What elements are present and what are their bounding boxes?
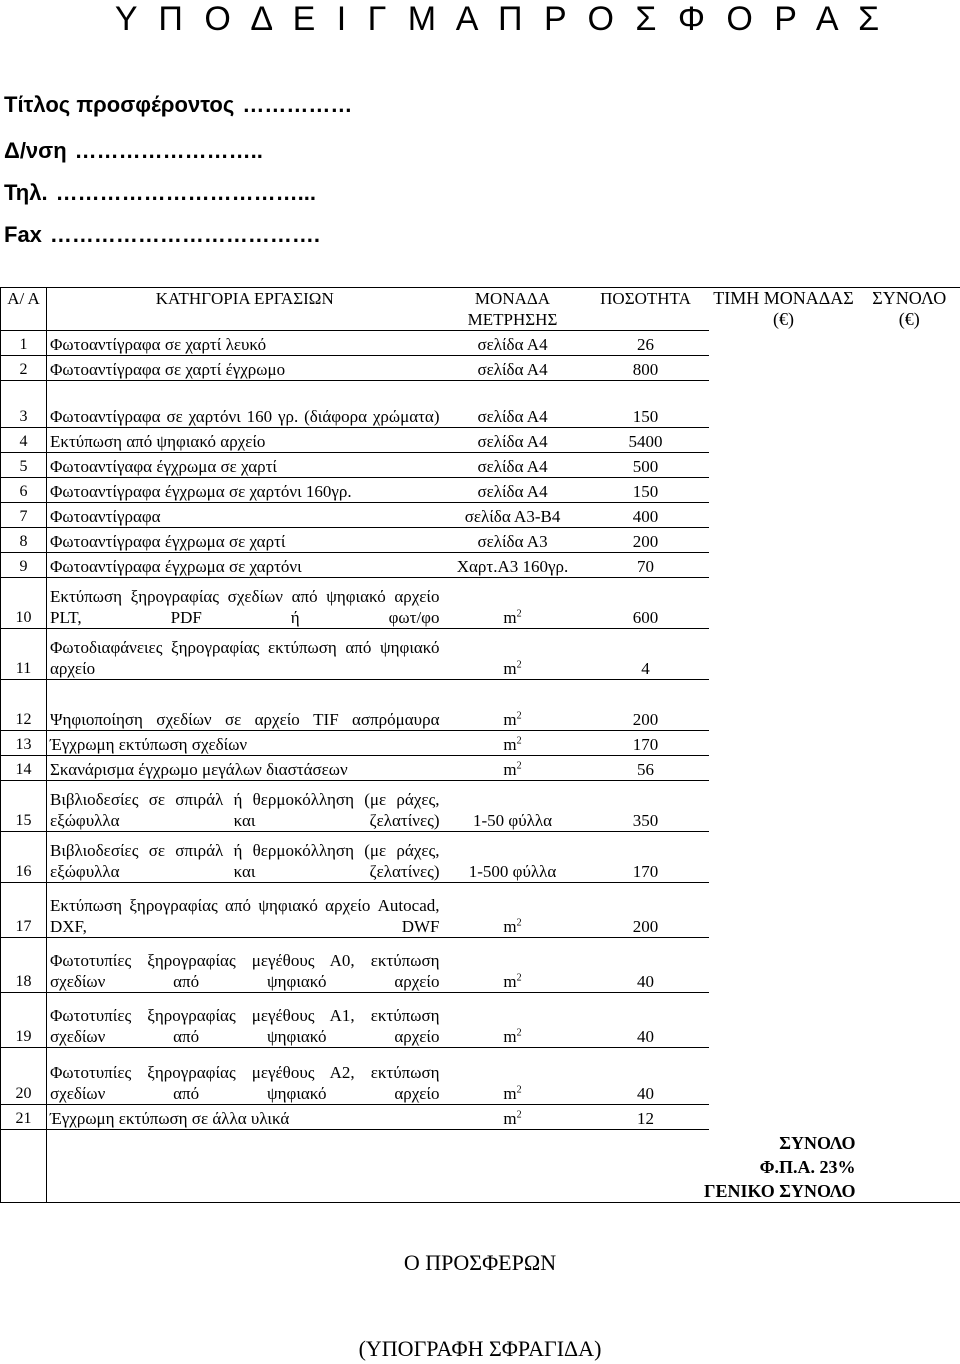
row-unit-price [709, 503, 859, 528]
row-number: 17 [1, 883, 47, 938]
address-label: Δ/νση [4, 138, 67, 163]
row-total [859, 629, 960, 680]
table-row [1, 1105, 960, 1130]
row-total [859, 680, 960, 731]
row-quantity: 12 [583, 1105, 709, 1130]
address-dots: …………………….. [74, 138, 263, 163]
table-row [1, 553, 960, 578]
row-number: 14 [1, 756, 47, 781]
row-unit-exponent: 2 [516, 760, 522, 772]
row-quantity: 56 [583, 756, 709, 781]
row-description: Βιβλιοδεσίες σε σπιράλ ή θερμοκόλληση (με ράχες, εξώφυλλα και ζελατίνες) [47, 832, 443, 883]
row-unit-price [709, 883, 859, 938]
phone-label: Τηλ. [4, 180, 48, 205]
table-row [1, 629, 960, 680]
row-number: 5 [1, 453, 47, 478]
col-header-unit: ΜΟΝΑΔΑ ΜΕΤΡΗΣΗΣ [443, 288, 583, 331]
row-description: Φωτοαντίγραφα έγχρωμα σε χαρτόνι [47, 553, 443, 578]
table-row [1, 331, 960, 356]
row-quantity: 150 [583, 381, 709, 428]
page-title: Υ Π Ο Δ Ε Ι Γ Μ Α Π Ρ Ο Σ Φ Ο Ρ Α Σ [114, 0, 886, 38]
table-row [1, 356, 960, 381]
row-unit [443, 453, 583, 478]
phone-dots: ……………………………... [55, 180, 316, 205]
row-unit [443, 478, 583, 503]
row-unit-price [709, 938, 859, 993]
table-row [1, 680, 960, 731]
row-description: Εκτύπωση από ψηφιακό αρχείο [47, 428, 443, 453]
table-row [1, 381, 960, 428]
row-unit-text: σελίδα Α4 [477, 457, 548, 476]
row-total [859, 993, 960, 1048]
row-total [859, 553, 960, 578]
row-unit-price [709, 731, 859, 756]
table-row [1, 832, 960, 883]
row-total [859, 503, 960, 528]
row-unit-text: σελίδα Α3-Β4 [464, 507, 561, 526]
col-header-no: Α/ Α [1, 288, 47, 331]
row-total [859, 578, 960, 629]
row-total [859, 883, 960, 938]
row-number: 11 [1, 629, 47, 680]
row-number: 4 [1, 428, 47, 453]
row-unit-text: σελίδα Α4 [477, 360, 548, 379]
row-unit [443, 731, 583, 756]
row-unit-text: m [503, 1027, 517, 1046]
row-number: 2 [1, 356, 47, 381]
row-description: Σκανάρισμα έγχρωμο μεγάλων διαστάσεων [47, 756, 443, 781]
row-unit-text: m [503, 972, 517, 991]
subtotal-row [1, 1130, 960, 1155]
row-total [859, 356, 960, 381]
row-quantity: 40 [583, 938, 709, 993]
address-field [4, 138, 263, 164]
row-quantity: 800 [583, 356, 709, 381]
row-description: Φωτοδιαφάνειες ξηρογραφίας εκτύπωση από ψηφιακό αρχείο [47, 629, 443, 680]
row-unit-text: 1-50 φύλλα [472, 811, 553, 830]
offeror-label: Ο ΠΡΟΣΦΕΡΩΝ [403, 1250, 557, 1275]
row-unit [443, 756, 583, 781]
row-unit-text: σελίδα Α4 [477, 432, 548, 451]
row-total [859, 832, 960, 883]
row-number: 7 [1, 503, 47, 528]
row-unit-text: m [503, 710, 517, 729]
row-unit-price [709, 629, 859, 680]
row-description: Φωτοαντίγραφα [47, 503, 443, 528]
row-unit-exponent: 2 [516, 608, 522, 620]
row-unit [443, 331, 583, 356]
row-number: 12 [1, 680, 47, 731]
row-unit [443, 528, 583, 553]
row-number: 16 [1, 832, 47, 883]
table-row [1, 781, 960, 832]
row-total [859, 756, 960, 781]
row-description: Φωτοαντίγραφα σε χαρτί λευκό [47, 331, 443, 356]
table-row [1, 578, 960, 629]
col-header-quantity: ΠΟΣΟΤΗΤΑ [583, 288, 709, 331]
row-total [859, 428, 960, 453]
row-unit-text: m [503, 1109, 517, 1128]
table-header-row [1, 288, 960, 331]
row-description: Φωτοτυπίες ξηρογραφίας μεγέθους Α1, εκτύπωση σχεδίων από ψηφιακό αρχείο [47, 993, 443, 1048]
row-unit-text: m [503, 735, 517, 754]
row-number: 18 [1, 938, 47, 993]
row-unit [443, 832, 583, 883]
row-unit-price [709, 1048, 859, 1105]
table-row [1, 883, 960, 938]
col-header-category: ΚΑΤΗΓΟΡΙΑ ΕΡΓΑΣΙΩΝ [47, 288, 443, 331]
row-quantity: 40 [583, 1048, 709, 1105]
row-total [859, 381, 960, 428]
row-number: 19 [1, 993, 47, 1048]
grand-total-row [1, 1178, 960, 1203]
row-total [859, 528, 960, 553]
row-unit-exponent: 2 [516, 659, 522, 671]
row-number: 8 [1, 528, 47, 553]
offer-table [0, 287, 960, 1203]
row-description: Έγχρωμη εκτύπωση σχεδίων [47, 731, 443, 756]
row-unit [443, 680, 583, 731]
row-quantity: 26 [583, 331, 709, 356]
row-unit-exponent: 2 [516, 1084, 522, 1096]
table-row [1, 1048, 960, 1105]
row-quantity: 150 [583, 478, 709, 503]
row-unit-text: σελίδα Α4 [477, 482, 548, 501]
row-quantity: 170 [583, 832, 709, 883]
fax-field [4, 222, 320, 248]
row-number: 1 [1, 331, 47, 356]
row-unit-exponent: 2 [516, 735, 522, 747]
row-unit-exponent: 2 [516, 1027, 522, 1039]
row-unit-price [709, 381, 859, 428]
row-unit [443, 381, 583, 428]
offeror-name-field [4, 92, 352, 118]
row-quantity: 350 [583, 781, 709, 832]
fax-label: Fax [4, 222, 42, 247]
row-description: Φωτοαντίγαφα έγχρωμα σε χαρτί [47, 453, 443, 478]
row-unit-text: m [503, 1084, 517, 1103]
row-unit-text: m [503, 917, 517, 936]
row-unit-price [709, 428, 859, 453]
row-total [859, 781, 960, 832]
row-unit [443, 629, 583, 680]
row-quantity: 500 [583, 453, 709, 478]
row-unit-exponent: 2 [516, 972, 522, 984]
row-unit [443, 503, 583, 528]
grand-total-label: ΓΕΝΙΚΟ ΣΥΝΟΛΟ [583, 1178, 859, 1203]
row-unit [443, 578, 583, 629]
row-description: Έγχρωμη εκτύπωση σε άλλα υλικά [47, 1105, 443, 1130]
table-row [1, 938, 960, 993]
row-unit-price [709, 993, 859, 1048]
vat-row [1, 1154, 960, 1178]
row-quantity: 40 [583, 993, 709, 1048]
row-quantity: 600 [583, 578, 709, 629]
row-unit-text: 1-500 φύλλα [468, 862, 557, 881]
fax-dots: ………………………………. [49, 222, 321, 247]
row-number: 20 [1, 1048, 47, 1105]
row-total [859, 1048, 960, 1105]
row-quantity: 4 [583, 629, 709, 680]
row-unit-price [709, 478, 859, 503]
row-total [859, 1105, 960, 1130]
row-description: Φωτοτυπίες ξηρογραφίας μεγέθους Α2, εκτύπωση σχεδίων από ψηφιακό αρχείο [47, 1048, 443, 1105]
table-row [1, 503, 960, 528]
row-unit-exponent: 2 [516, 917, 522, 929]
vat-label: Φ.Π.Α. 23% [759, 1157, 856, 1177]
row-total [859, 478, 960, 503]
row-unit-price [709, 832, 859, 883]
table-row [1, 756, 960, 781]
row-description: Φωτοτυπίες ξηρογραφίας μεγέθους Α0, εκτύπωση σχεδίων από ψηφιακό αρχείο [47, 938, 443, 993]
row-description: Εκτύπωση ξηρογραφίας σχεδίων από ψηφιακό αρχείο PLT, PDF ή φωτ/φο [47, 578, 443, 629]
table-row [1, 453, 960, 478]
row-number: 10 [1, 578, 47, 629]
row-total [859, 731, 960, 756]
row-unit-price [709, 453, 859, 478]
row-number: 21 [1, 1105, 47, 1130]
row-unit-price [709, 331, 859, 356]
row-unit [443, 781, 583, 832]
row-unit-text: σελίδα Α4 [477, 335, 548, 354]
row-unit-price [709, 1105, 859, 1130]
row-description: Φωτοαντίγραφα σε χαρτί έγχρωμο [47, 356, 443, 381]
row-unit-price [709, 756, 859, 781]
row-unit-price [709, 781, 859, 832]
table-row [1, 478, 960, 503]
row-unit-text: m [503, 659, 517, 678]
row-quantity: 170 [583, 731, 709, 756]
row-quantity: 5400 [583, 428, 709, 453]
row-unit-price [709, 553, 859, 578]
row-description: Ψηφιοποίηση σχεδίων σε αρχείο TIF ασπρόμαυρα [47, 680, 443, 731]
row-unit [443, 428, 583, 453]
row-unit [443, 1048, 583, 1105]
row-unit-exponent: 2 [516, 710, 522, 722]
col-header-unit-price: ΤΙΜΗ ΜΟΝΑΔΑΣ (€) [709, 288, 859, 331]
row-unit [443, 883, 583, 938]
row-unit-text: m [503, 760, 517, 779]
row-unit-text: σελίδα Α4 [477, 407, 548, 426]
row-unit-exponent: 2 [516, 1109, 522, 1121]
row-total [859, 331, 960, 356]
row-unit-price [709, 578, 859, 629]
table-row [1, 993, 960, 1048]
table-row [1, 428, 960, 453]
row-description: Εκτύπωση ξηρογραφίας από ψηφιακό αρχείο Autocad, DXF, DWF [47, 883, 443, 938]
row-unit-text: m [503, 608, 517, 627]
row-quantity: 400 [583, 503, 709, 528]
table-row [1, 528, 960, 553]
offeror-name-label: Τίτλος προσφέροντος [4, 92, 235, 117]
row-number: 13 [1, 731, 47, 756]
row-unit-text: Χαρτ.Α3 160γρ. [456, 557, 569, 576]
row-description: Φωτοαντίγραφα σε χαρτόνι 160 γρ. (διάφορα χρώματα) [47, 381, 443, 428]
row-number: 6 [1, 478, 47, 503]
row-unit-price [709, 356, 859, 381]
row-quantity: 200 [583, 883, 709, 938]
row-unit-price [709, 528, 859, 553]
row-unit [443, 356, 583, 381]
row-unit-text: σελίδα Α3 [477, 532, 548, 551]
row-description: Φωτοαντίγραφα έγχρωμα σε χαρτόνι 160γρ. [47, 478, 443, 503]
offeror-name-dots: …………… [242, 92, 353, 117]
phone-field [4, 180, 316, 206]
row-unit [443, 553, 583, 578]
row-number: 3 [1, 381, 47, 428]
row-quantity: 200 [583, 528, 709, 553]
row-total [859, 938, 960, 993]
signature-stamp-label: (ΥΠΟΓΡΑΦΗ ΣΦΡΑΓΙΔΑ) [358, 1336, 602, 1361]
subtotal-label: ΣΥΝΟΛΟ [779, 1133, 856, 1153]
row-total [859, 453, 960, 478]
row-number: 15 [1, 781, 47, 832]
row-quantity: 70 [583, 553, 709, 578]
row-unit [443, 1105, 583, 1130]
row-quantity: 200 [583, 680, 709, 731]
row-unit [443, 993, 583, 1048]
row-unit [443, 938, 583, 993]
table-row [1, 731, 960, 756]
row-unit-price [709, 680, 859, 731]
col-header-total: ΣΥΝΟΛΟ (€) [859, 288, 960, 331]
row-description: Βιβλιοδεσίες σε σπιράλ ή θερμοκόλληση (με ράχες, εξώφυλλα και ζελατίνες) [47, 781, 443, 832]
row-description: Φωτοαντίγραφα έγχρωμα σε χαρτί [47, 528, 443, 553]
row-number: 9 [1, 553, 47, 578]
